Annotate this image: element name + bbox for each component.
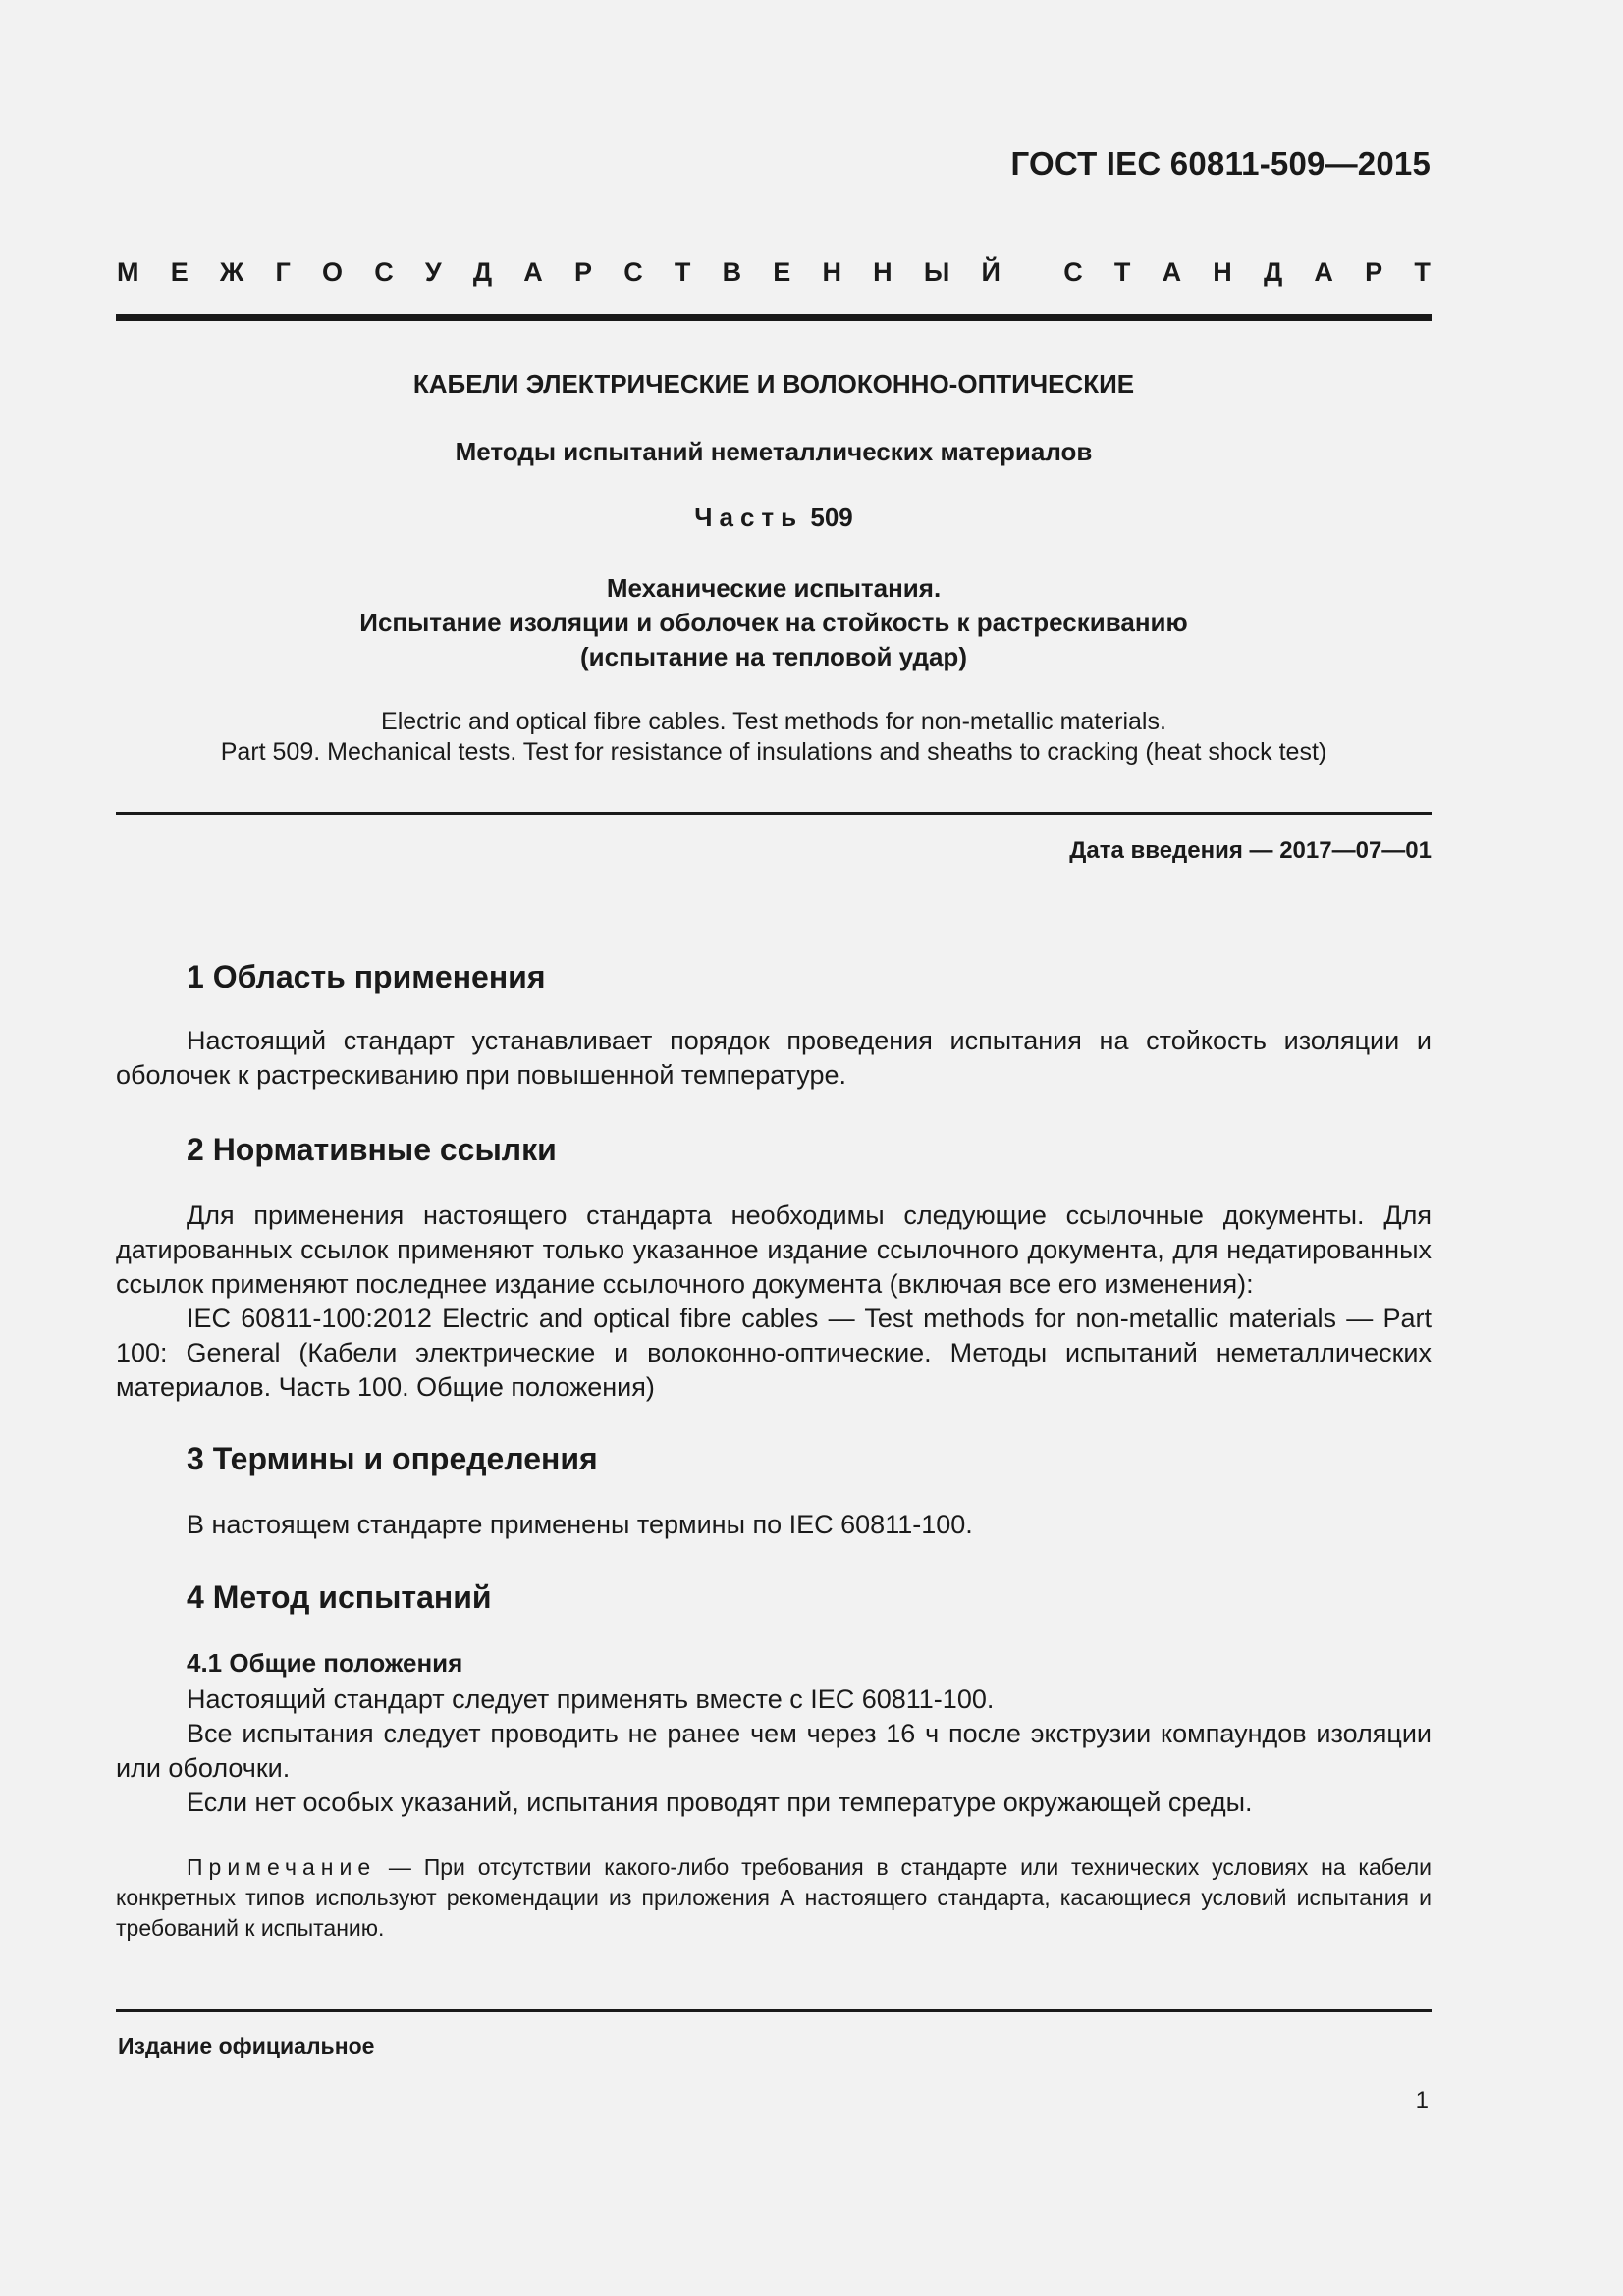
paragraph: IEC 60811-100:2012 Electric and optical fibre cables — Test methods for non-metallic materials — Part 100: General (Кабели электрические и волоконно-оптические. Методы испытаний неметаллических материалов. Часть 100. Общие положения) — [116, 1304, 1432, 1402]
banner-letter: С — [1063, 257, 1083, 287]
title-desc-line: (испытание на тепловой удар) — [580, 642, 967, 671]
part-number: 509 — [810, 503, 853, 532]
banner-letter: У — [424, 257, 442, 287]
paragraph: Все испытания следует проводить не ранее чем через 16 ч после экструзии компаундов изоляции или оболочки. — [116, 1719, 1432, 1783]
banner-letter: Р — [1365, 257, 1383, 287]
title-part — [116, 503, 1432, 533]
paragraph: Настоящий стандарт устанавливает порядок проведения испытания на стойкость изоляции и оболочек к растрескиванию при повышенной температуре. — [116, 1026, 1432, 1090]
section-1 — [116, 960, 1432, 1093]
section-heading: 3 Термины и определения — [187, 1441, 598, 1476]
part-word: Часть — [694, 503, 804, 532]
subsection-heading: 4.1 Общие положения — [187, 1648, 463, 1678]
section-2 — [116, 1133, 1432, 1405]
title-rule — [116, 812, 1432, 815]
page-number: 1 — [1415, 2087, 1429, 2113]
banner-letter: Д — [1263, 257, 1283, 287]
title-description — [116, 571, 1432, 674]
banner-letter: А — [1314, 257, 1333, 287]
title-main: КАБЕЛИ ЭЛЕКТРИЧЕСКИЕ И ВОЛОКОННО-ОПТИЧЕСКИЕ — [412, 369, 1135, 399]
banner-letter: Ж — [219, 257, 244, 287]
title-desc-line: Испытание изоляции и оболочек на стойкость к растрескиванию — [359, 608, 1188, 637]
section-heading: 4 Метод испытаний — [187, 1579, 492, 1615]
paragraph: Для применения настоящего стандарта необходимы следующие ссылочные документы. Для датированных ссылок применяют только указанное издание ссылочного документа, для недатированных ссылок применяют последнее издание ссылочного документа (включая все его изменения): — [116, 1201, 1432, 1299]
banner-letter: Г — [275, 257, 291, 287]
banner-letter: Р — [573, 257, 592, 287]
section-3 — [116, 1442, 1432, 1542]
banner-letter: С — [374, 257, 394, 287]
banner-letter: М — [117, 257, 139, 287]
banner-letter: С — [623, 257, 643, 287]
banner-letter: В — [722, 257, 742, 287]
introduction-date: Дата введения — 2017—07—01 — [1069, 837, 1432, 864]
banner-letter: Е — [170, 257, 189, 287]
title-sub: Методы испытаний неметаллических материалов — [455, 437, 1093, 466]
title-english — [116, 707, 1432, 768]
section-heading: 2 Нормативные ссылки — [187, 1132, 557, 1167]
banner-letter: Т — [1113, 257, 1131, 287]
title-en-line: Electric and optical fibre cables. Test methods for non-metallic materials. — [381, 708, 1166, 735]
footer-rule — [116, 2009, 1432, 2012]
banner-letter: Й — [981, 257, 1001, 287]
banner-letter: Ы — [923, 257, 950, 287]
banner-letter: Н — [1213, 257, 1232, 287]
section-4 — [116, 1580, 1432, 1820]
banner-letter: Е — [773, 257, 791, 287]
paragraph: Если нет особых указаний, испытания проводят при температуре окружающей среды. — [187, 1788, 1253, 1817]
banner-letter: А — [1162, 257, 1182, 287]
banner-letter: А — [523, 257, 543, 287]
note-label: Примечание — [187, 1854, 377, 1880]
paragraph: Настоящий стандарт следует применять вместе с IEC 60811-100. — [187, 1684, 995, 1714]
header-rule — [116, 314, 1432, 321]
banner-letter: Н — [873, 257, 893, 287]
section-heading: 1 Область применения — [187, 959, 546, 994]
banner-letter: О — [321, 257, 343, 287]
banner-letter: Н — [822, 257, 841, 287]
standard-designation: ГОСТ IEC 60811-509—2015 — [1010, 145, 1431, 182]
title-en-line: Part 509. Mechanical tests. Test for resistance of insulations and sheaths to cracking (heat shock test) — [220, 738, 1327, 766]
banner-letter: Т — [1414, 257, 1431, 287]
note — [116, 1852, 1432, 1944]
banner-letter: Т — [674, 257, 691, 287]
interstate-standard-banner — [117, 257, 1431, 288]
title-desc-line: Механические испытания. — [606, 573, 942, 603]
paragraph: В настоящем стандарте применены термины по IEC 60811-100. — [187, 1510, 973, 1539]
note-text: — При отсутствии какого-либо требования в стандарте или технических условиях на кабели конкретных типов используют рекомендации из приложения А настоящего стандарта, касающиеся условий испытания и требований к испытанию. — [116, 1854, 1432, 1941]
banner-letter: Д — [472, 257, 493, 287]
official-edition-label: Издание официальное — [118, 2033, 375, 2058]
